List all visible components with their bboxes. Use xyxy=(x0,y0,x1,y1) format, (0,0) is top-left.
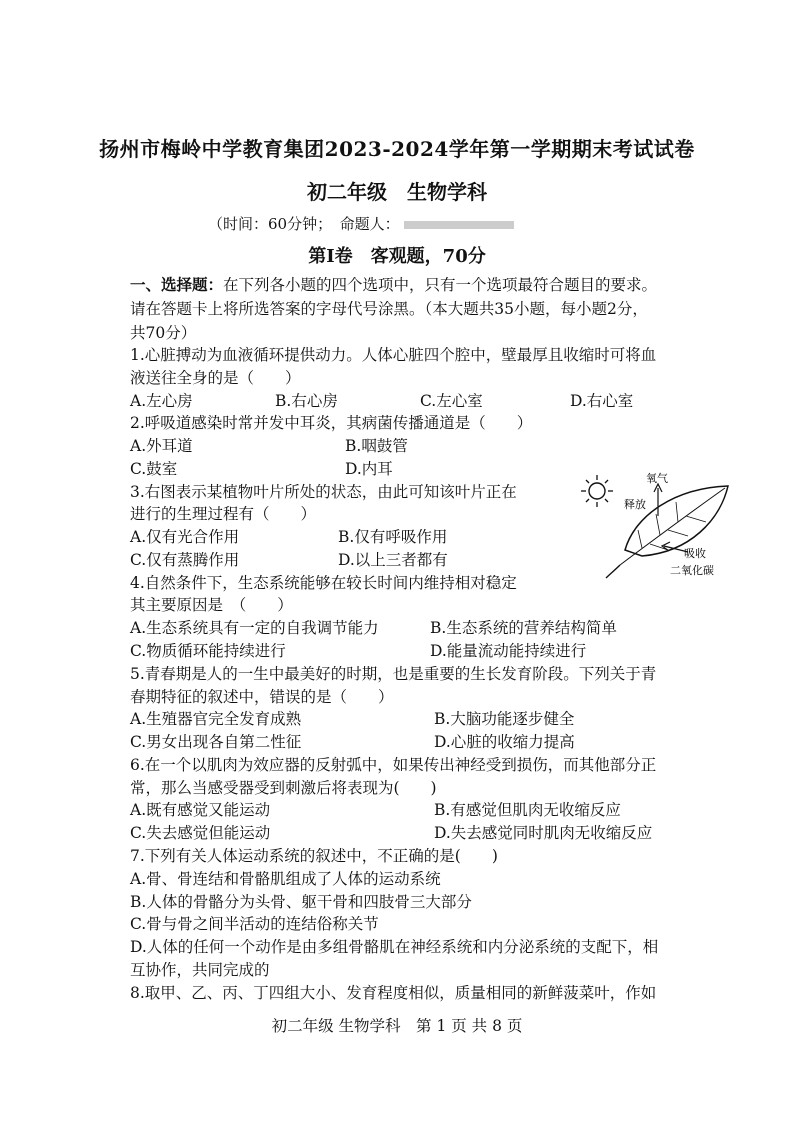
sun-icon xyxy=(581,475,613,507)
q7-option-a: A.骨、骨连结和骨骼肌组成了人体的运动系统 xyxy=(130,870,441,888)
exam-title: 扬州市梅岭中学教育集团2023-2024学年第一学期期末考试试卷 xyxy=(99,137,695,161)
arrow-release-icon xyxy=(654,484,662,516)
q2-stem: 2.呼吸道感染时常并发中耳炎，其病菌传播通道是（ ） xyxy=(130,414,533,432)
q3-stem-1: 3.右图表示某植物叶片所处的状态，由此可知该叶片正在 xyxy=(130,483,517,501)
q6-option-d: D.失去感觉同时肌肉无收缩反应 xyxy=(434,824,653,842)
instructions-text: 在下列各小题的四个选项中，只有一个选项最符合题目的要求。 xyxy=(223,276,658,294)
q2-option-d: D.内耳 xyxy=(345,460,393,478)
q1-option-c: C.左心室 xyxy=(420,392,483,410)
page-footer: 初二年级 生物学科 第 1 页 共 8 页 xyxy=(271,1017,523,1035)
q6-option-b: B.有感觉但肌肉无收缩反应 xyxy=(434,801,621,819)
q5-stem-2: 春期特征的叙述中，错误的是（ ） xyxy=(130,688,394,706)
q2-option-c: C.鼓室 xyxy=(130,460,178,478)
q4-option-d: D.能量流动能持续进行 xyxy=(430,642,587,660)
q3-option-c: C.仅有蒸腾作用 xyxy=(130,551,240,569)
q5-stem-1: 5.青春期是人的一生中最美好的时期，也是重要的生长发育阶段。下列关于青 xyxy=(130,665,657,683)
q7-option-d-2: 互协作，共同完成的 xyxy=(130,961,270,979)
q5-option-d: D.心脏的收缩力提高 xyxy=(434,733,575,751)
q6-option-a: A.既有感觉又能运动 xyxy=(130,801,271,819)
q4-option-b: B.生态系统的营养结构简单 xyxy=(430,619,617,637)
q3-option-b: B.仅有呼吸作用 xyxy=(338,528,448,546)
exam-meta-text: （时间：60分钟； 命题人： xyxy=(208,215,400,233)
q5-option-b: B.大脑功能逐步健全 xyxy=(434,710,575,728)
q6-stem-2: 常，那么当感受器受到刺激后将表现为( ) xyxy=(130,779,437,797)
q4-option-a: A.生态系统具有一定的自我调节能力 xyxy=(130,619,379,637)
q4-option-c: C.物质循环能持续进行 xyxy=(130,642,286,660)
instructions-line-2: 请在答题卡上将所选答案的字母代号涂黑。（本大题共35小题，每小题2分， xyxy=(130,300,648,318)
q7-option-d-1: D.人体的任何一个动作是由多组骨骼肌在神经系统和内分泌系统的支配下，相 xyxy=(130,938,659,956)
exam-meta xyxy=(208,213,514,234)
q4-stem-2: 其主要原因是 （ ） xyxy=(130,596,293,614)
label-co2: 二氧化碳 xyxy=(670,564,714,577)
q1-option-a: A.左心房 xyxy=(130,392,193,410)
section-heading: 第Ⅰ卷 客观题，70分 xyxy=(308,246,486,267)
instructions-line-3: 共70分） xyxy=(130,324,197,342)
q3-option-a: A.仅有光合作用 xyxy=(130,528,240,546)
q5-option-a: A.生殖器官完全发育成熟 xyxy=(130,710,302,728)
q7-option-b: B.人体的骨骼分为头骨、躯干骨和四肢骨三大部分 xyxy=(130,893,472,911)
q1-option-b: B.右心房 xyxy=(275,392,338,410)
leaf-diagram xyxy=(580,470,740,582)
label-release: 释放 xyxy=(624,498,646,511)
q8-stem: 8.取甲、乙、丙、丁四组大小、发育程度相似，质量相同的新鲜菠菜叶，作如 xyxy=(130,984,657,1002)
q1-stem-2: 液送往全身的是（ ） xyxy=(130,369,301,387)
label-oxygen: 氧气 xyxy=(646,472,668,485)
q6-stem-1: 6.在一个以肌肉为效应器的反射弧中，如果传出神经受到损伤，而其他部分正 xyxy=(130,756,657,774)
q2-option-a: A.外耳道 xyxy=(130,437,193,455)
q7-stem: 7.下列有关人体运动系统的叙述中，不正确的是( ) xyxy=(130,847,498,865)
label-absorb: 吸收 xyxy=(684,547,706,560)
q4-stem-1: 4.自然条件下，生态系统能够在较长时间内维持相对稳定 xyxy=(130,574,517,592)
q1-option-d: D.右心室 xyxy=(570,392,634,410)
q3-option-d: D.以上三者都有 xyxy=(338,551,448,569)
exam-subtitle: 初二年级 生物学科 xyxy=(307,180,487,204)
q5-option-c: C.男女出现各自第二性征 xyxy=(130,733,302,751)
instructions-line-1 xyxy=(130,274,657,296)
q3-stem-2: 进行的生理过程有（ ） xyxy=(130,505,317,523)
q7-option-c: C.骨与骨之间半活动的连结俗称关节 xyxy=(130,915,379,933)
q1-stem-1: 1.心脏搏动为血液循环提供动力。人体心脏四个腔中，壁最厚且收缩时可将血 xyxy=(130,346,657,364)
instructions-heading: 一、选择题： xyxy=(130,275,224,294)
redacted-author xyxy=(404,221,514,229)
q2-option-b: B.咽鼓管 xyxy=(345,437,408,455)
q6-option-c: C.失去感觉但能运动 xyxy=(130,824,271,842)
